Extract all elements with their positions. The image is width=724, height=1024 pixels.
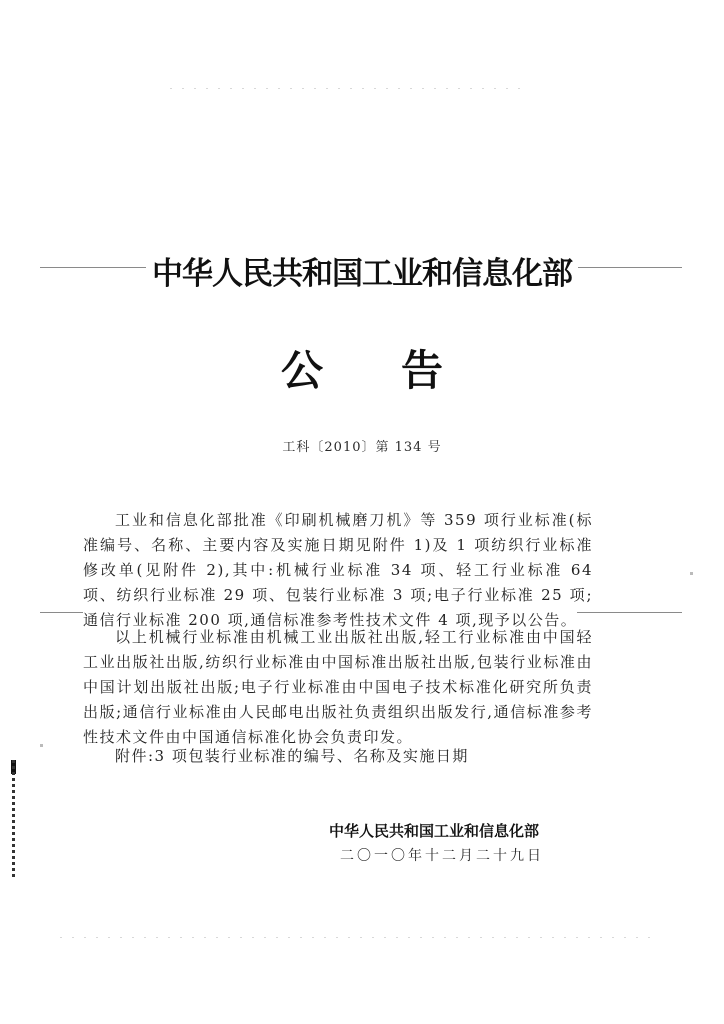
paragraph-2: 以上机械行业标准由机械工业出版社出版,轻工行业标准由中国轻工业出版社出版,纺织行业标准由中国标准出版社出版,包装行业标准由中国计划出版社出版;电子行业标准由中国电子技术标准化研究所负责出版;通信行业标准由人民邮电出版社负责组织出版发行,通信标准参考性技术文件由中国通信标准化协会负责印发。: [83, 628, 593, 746]
scan-noise-top: [170, 88, 530, 89]
doc-type-char-2: 告: [401, 346, 444, 395]
scan-speck: [690, 572, 693, 575]
paragraph-1: [83, 508, 593, 633]
attachment-line: 附件:3 项包装行业标准的编号、名称及实施日期: [115, 747, 469, 765]
paragraph-1-text: 工业和信息化部批准《印刷机械磨刀机》等 359 项行业标准(标准编号、名称、主要内容及实施日期见附件 1)及 1 项纺织行业标准修改单(见附件 2),其中:机械行业标准 34 项、轻工行业标准 64 项、纺织行业标准 29 项、包装行业标准 3 项;电子行业标准 25 项;通信行业标准 200 项,通信标准参考性技术文件 4 项,现予以公告。: [83, 511, 593, 629]
binding-strip: [12, 760, 15, 880]
issuer-title: [0, 248, 724, 293]
signature-organization: 中华人民共和国工业和信息化部: [329, 822, 540, 840]
issuer-title-text: 中华人民共和国工业和信息化部: [146, 256, 578, 292]
scan-speck: [40, 744, 43, 747]
doc-type-heading: [0, 338, 724, 398]
scan-noise-bottom: [60, 937, 660, 938]
signature-date: 二〇一〇年十二月二十九日: [340, 848, 544, 864]
document-number: 工科〔2010〕第 134 号: [282, 440, 442, 455]
doc-type-char-1: 公: [280, 346, 323, 395]
